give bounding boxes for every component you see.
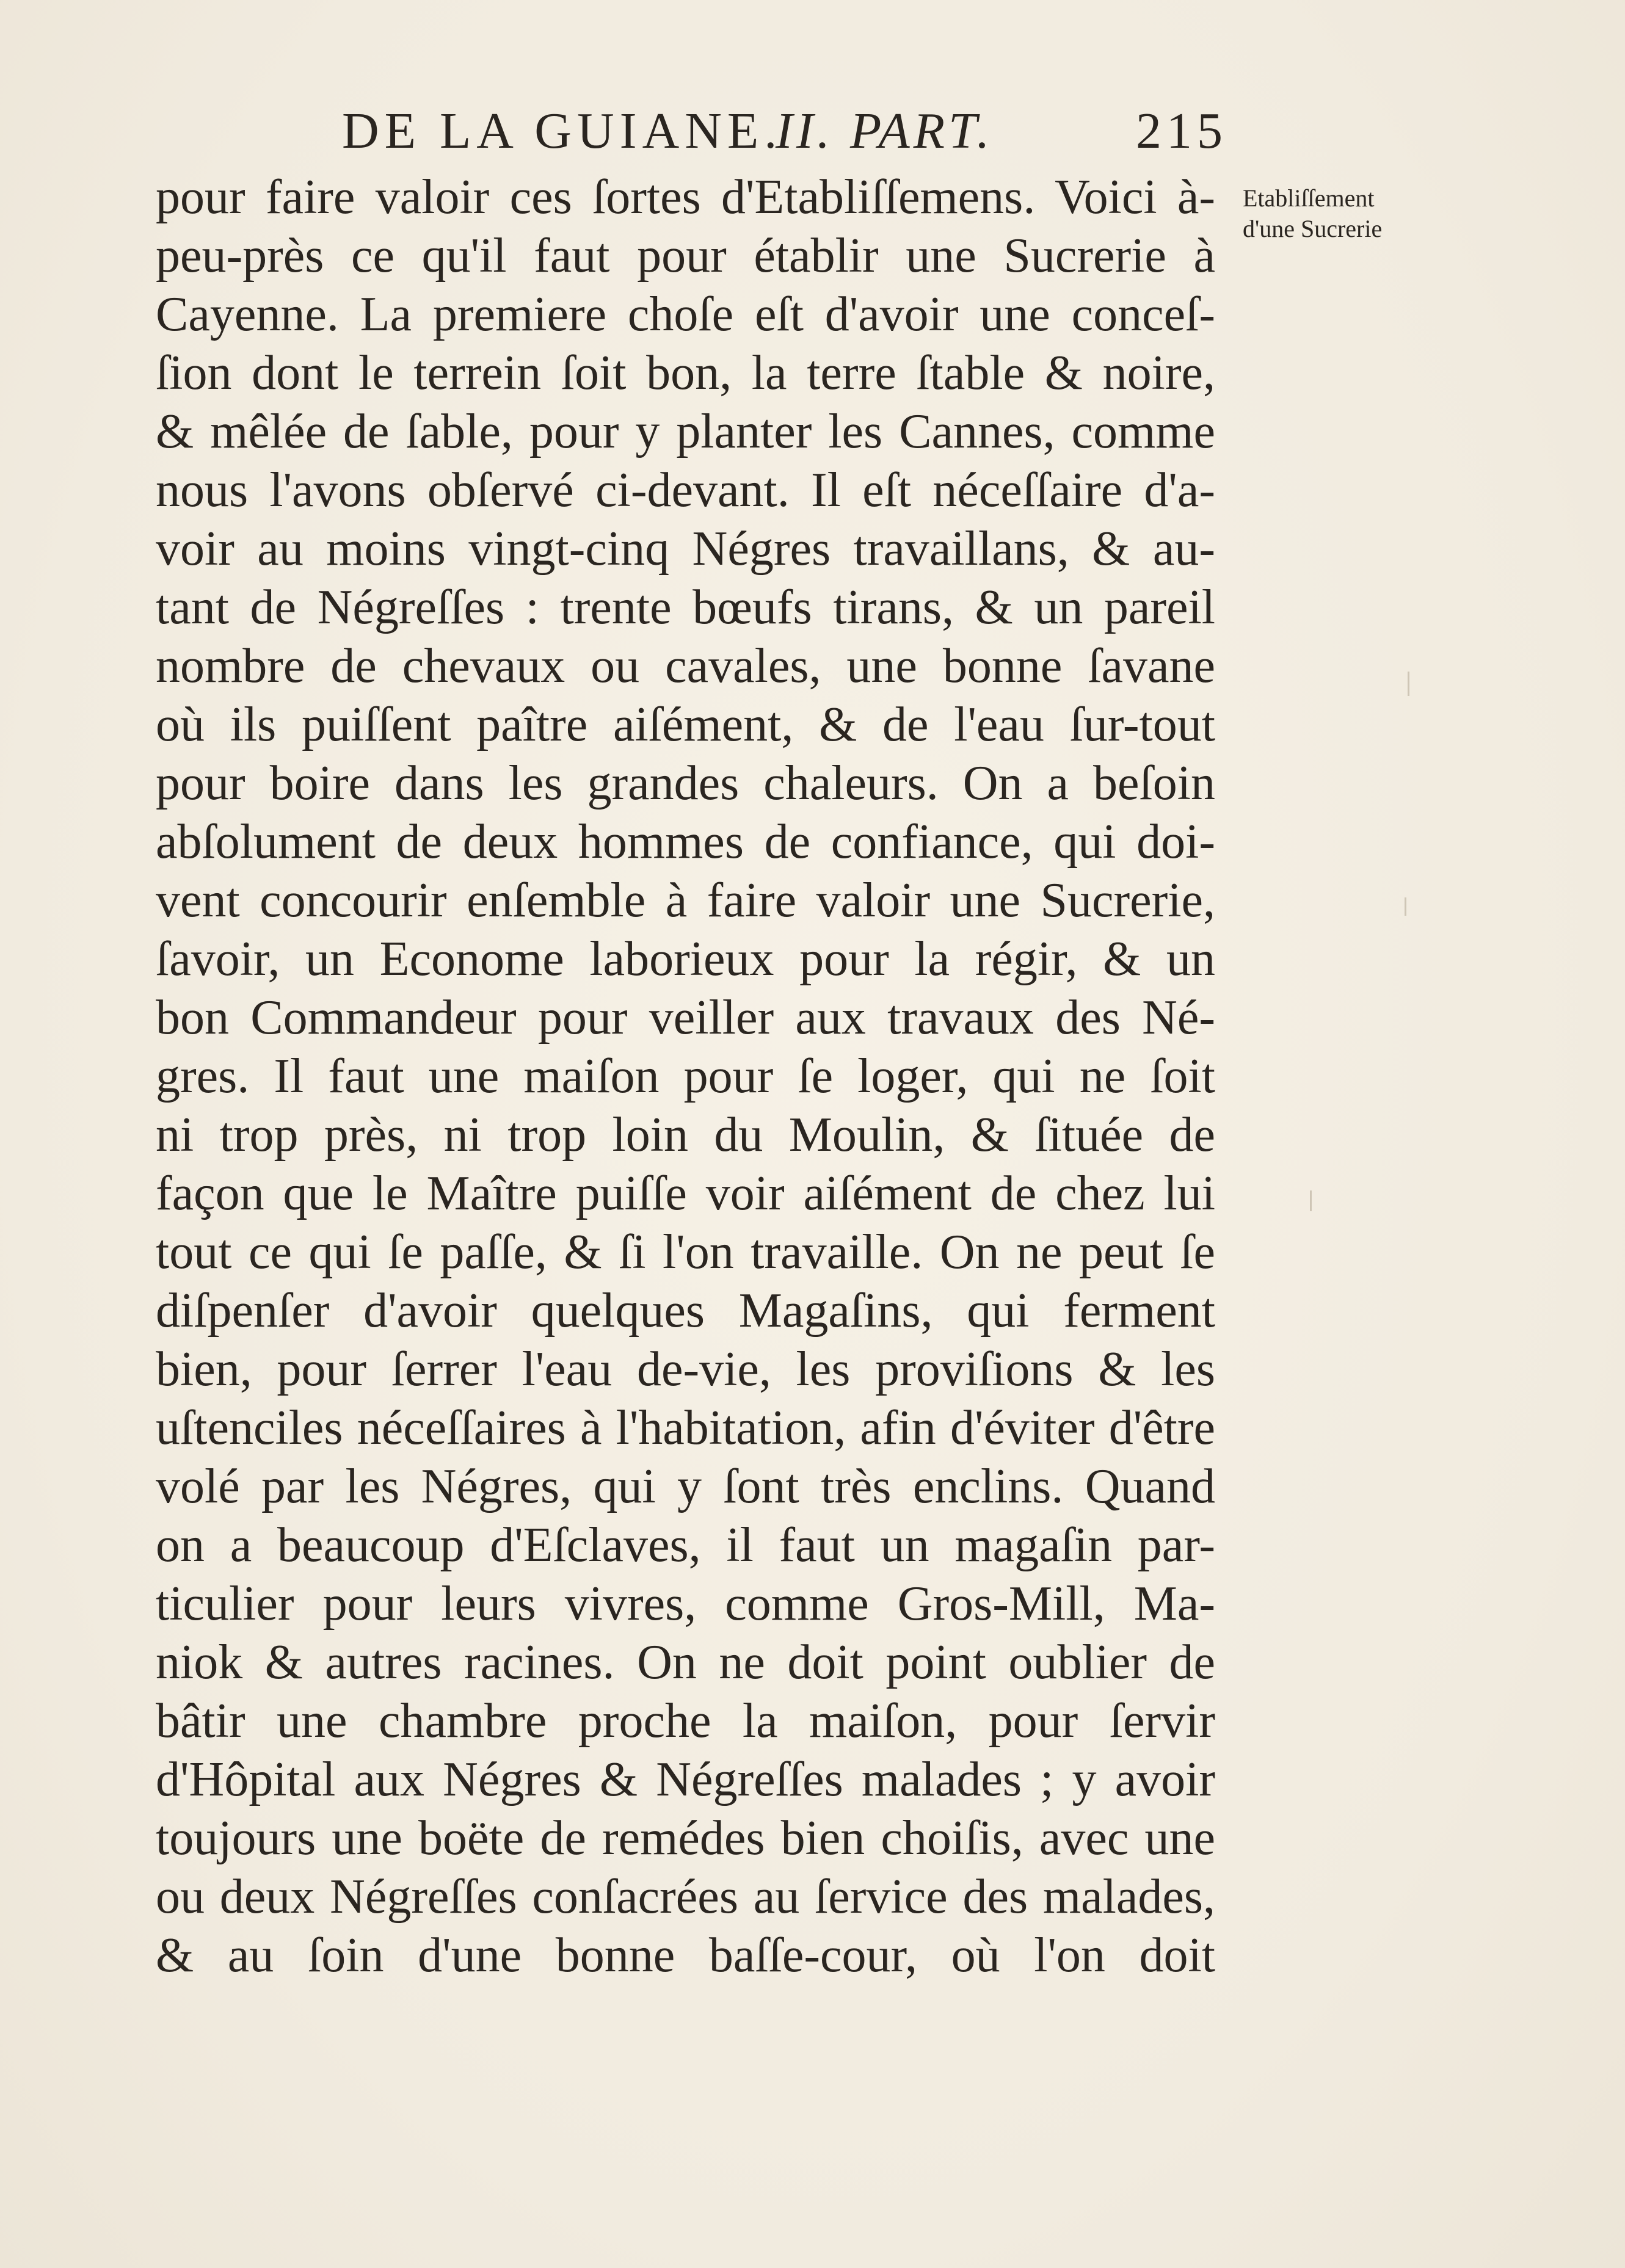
text-line: diſpenſer d'avoir quelques Magaſins, qui ferment — [156, 1284, 1215, 1338]
text-line: uſtenciles néceſſaires à l'habitation, afin d'éviter d'être — [156, 1401, 1215, 1455]
text-line: bien, pour ſerrer l'eau de-vie, les proviſions & les — [156, 1342, 1215, 1396]
margin-note — [1243, 183, 1444, 244]
page-number: 215 — [1136, 103, 1227, 159]
text-line: bâtir une chambre proche la maiſon, pour ſervir — [156, 1694, 1215, 1748]
running-head-part: II. PART. — [776, 103, 994, 159]
running-head — [342, 98, 1227, 165]
text-line: & mêlée de ſable, pour y planter les Cannes, comme — [156, 405, 1215, 458]
paper-speck — [1310, 1190, 1312, 1211]
paper-speck — [1408, 672, 1409, 696]
text-line: façon que le Maître puiſſe voir aiſément de chez lui — [156, 1167, 1215, 1220]
text-line: ſavoir, un Econome laborieux pour la régir, & un — [156, 932, 1215, 986]
text-line: ou deux Négreſſes conſacrées au ſervice des malades, — [156, 1870, 1215, 1924]
text-line: on a beaucoup d'Eſclaves, il faut un magaſin par- — [156, 1518, 1215, 1572]
text-line: toujours une boëte de remédes bien choiſis, avec une — [156, 1811, 1215, 1865]
text-line: nombre de chevaux ou cavales, une bonne ſavane — [156, 639, 1215, 693]
text-line: d'Hôpital aux Négres & Négreſſes malades ; y avoir — [156, 1753, 1215, 1806]
text-line: peu-près ce qu'il faut pour établir une Sucrerie à — [156, 229, 1215, 283]
text-line: pour boire dans les grandes chaleurs. On a beſoin — [156, 756, 1215, 810]
text-line: ſion dont le terrein ſoit bon, la terre ſtable & noire, — [156, 346, 1215, 400]
text-line: pour faire valoir ces ſortes d'Etabliſſemens. Voici à- — [156, 170, 1215, 224]
text-line: vent concourir enſemble à faire valoir une Sucrerie, — [156, 874, 1215, 927]
text-line: bon Commandeur pour veiller aux travaux des Né- — [156, 991, 1215, 1045]
text-line: nous l'avons obſervé ci-devant. Il eſt néceſſaire d'a- — [156, 463, 1215, 517]
body-text — [156, 168, 1215, 1985]
text-line: Cayenne. La premiere choſe eſt d'avoir une conceſ- — [156, 288, 1215, 341]
text-line: tout ce qui ſe paſſe, & ſi l'on travaille. On ne peut ſe — [156, 1225, 1215, 1279]
text-line: ticulier pour leurs vivres, comme Gros-Mill, Ma- — [156, 1577, 1215, 1631]
text-line: & au ſoin d'une bonne baſſe-cour, où l'on doit — [156, 1929, 1215, 1982]
text-line: abſolument de deux hommes de confiance, qui doi- — [156, 815, 1215, 869]
text-line: volé par les Négres, qui y ſont très enclins. Quand — [156, 1460, 1215, 1513]
text-line: tant de Négreſſes : trente bœufs tirans, & un pareil — [156, 581, 1215, 634]
text-line: voir au moins vingt-cinq Négres travaillans, & au- — [156, 522, 1215, 576]
margin-note-line: d'une Sucrerie — [1243, 215, 1383, 242]
text-line: où ils puiſſent paître aiſément, & de l'eau ſur-tout — [156, 698, 1215, 752]
margin-note-line: Etabliſſement — [1243, 184, 1375, 212]
paper-speck — [1405, 897, 1406, 916]
running-head-title: DE LA GUIANE. — [342, 103, 783, 159]
text-line: gres. Il faut une maiſon pour ſe loger, qui ne ſoit — [156, 1049, 1215, 1103]
text-line: ni trop près, ni trop loin du Moulin, & ſituée de — [156, 1108, 1215, 1162]
text-line: niok & autres racines. On ne doit point oublier de — [156, 1636, 1215, 1689]
